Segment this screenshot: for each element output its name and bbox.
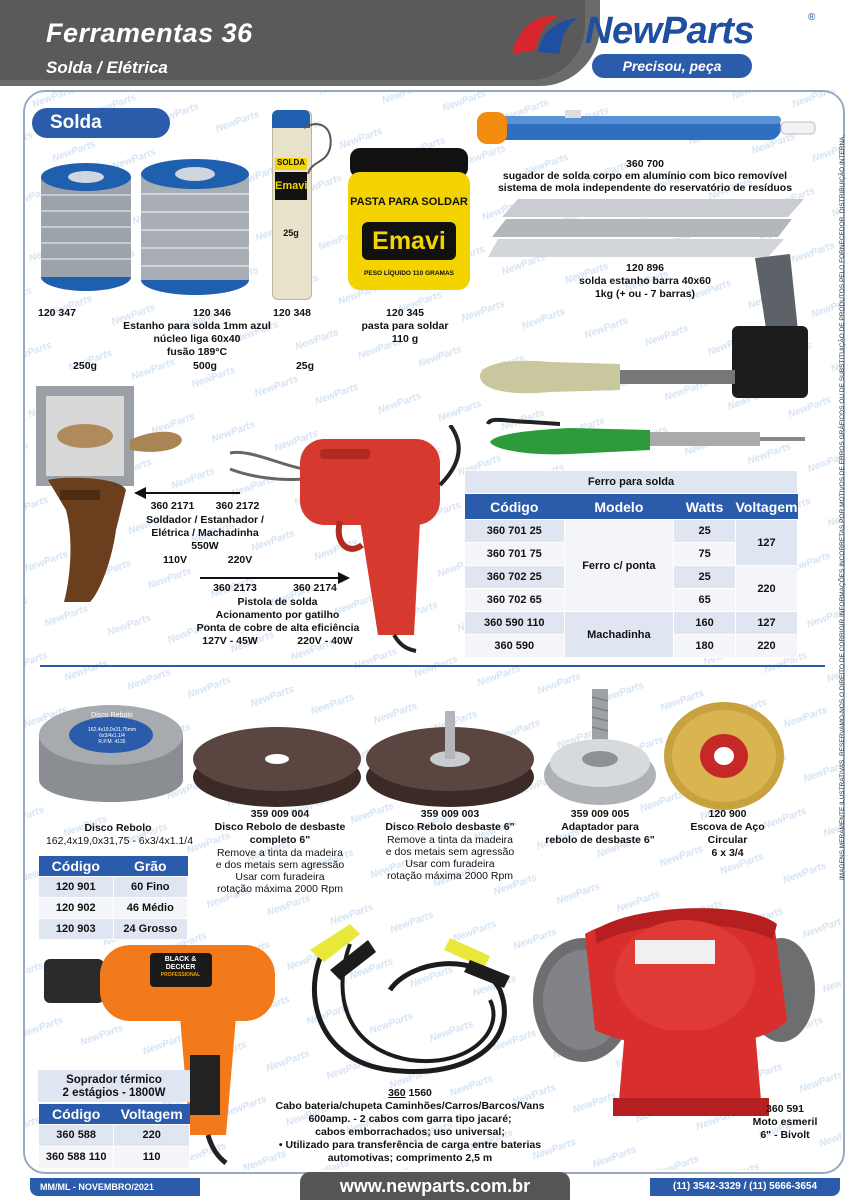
side-legal-note: IMAGENS MERAMENTE ILUSTRATIVAS. RESERVAMO-NOS O DIREITO DE CORRIGIR INFORMAÇÕES INCORRETAS POR MOTIVOS DE ERROS GRÁFICOS OU DE SUBSTITUIÇÃO DE PRODUTOS PELO FORNECEDOR. DISTRIBUIÇÃO INTERNA. — [839, 134, 846, 880]
disco2-note-3: Usar com furadeira — [405, 858, 495, 870]
arrow-right — [200, 577, 340, 579]
disco2-note-1: Remove a tinta da madeira — [386, 834, 514, 846]
pistola-desc-1: Pistola de solda — [237, 596, 318, 608]
disco-rebolo-image-label: Disco Rebolo — [91, 712, 133, 719]
product-code-359009003: 359 009 003 — [420, 808, 480, 820]
disco-header-grao: Grão — [113, 856, 187, 876]
pistola-spec-220: 220V - 40W — [297, 635, 353, 647]
cabo-code-suffix: 1560 — [405, 1087, 432, 1099]
product-code-120896: 120 896 — [626, 262, 664, 274]
ferro-code-cell: 360 701 25 — [465, 520, 565, 543]
disco-rebolo-image-text-2: 6x3/4x1.1/4 — [99, 733, 125, 739]
cabo-desc-5: automotivas; comprimento 2,5 m — [327, 1152, 493, 1164]
disco-desbaste-completo-image — [190, 715, 365, 810]
soldador-desc-1: Soldador / Estanhador / — [146, 514, 264, 526]
brand-logo-mark-icon — [508, 6, 584, 66]
escova-desc-1: Escova de Aço — [690, 821, 765, 833]
disco-header-codigo: Código — [39, 856, 114, 876]
soprador-code-cell: 360 588 — [39, 1124, 114, 1146]
paste-desc-2: 110 g — [391, 333, 419, 345]
solder-tube-weight: 25g — [283, 228, 299, 238]
product-code-120348: 120 348 — [273, 307, 311, 319]
ferro-code-cell: 360 701 75 — [465, 543, 565, 566]
ferro-code-cell: 360 702 25 — [465, 566, 565, 589]
desoldering-pump-image — [475, 100, 820, 160]
soprador-title-2: 2 estágios - 1800W — [62, 1087, 166, 1099]
disco-desbaste-image — [363, 705, 538, 810]
disco1-note-1: Remove a tinta da madeira — [216, 847, 344, 859]
moto-esmeril-desc-2: 6" - Bivolt — [760, 1129, 810, 1141]
disco1-note-4: rotação máxima 2000 Rpm — [216, 883, 344, 895]
ferro-watts-cell: 180 — [674, 635, 736, 658]
disco1-desc-2: completo 6" — [249, 834, 311, 846]
footer-phone: (11) 3542-3329 / (11) 5666-3654 — [650, 1178, 840, 1196]
ferro-code-cell: 360 590 — [465, 635, 565, 658]
weight-500g: 500g — [193, 360, 217, 372]
soprador-code-cell: 360 588 110 — [39, 1146, 114, 1168]
moto-esmeril-image — [525, 900, 825, 1125]
disco2-note-4: rotação máxima 2000 Rpm — [386, 870, 514, 882]
ferro-code-cell: 360 590 110 — [465, 612, 565, 635]
table-row — [465, 520, 798, 543]
product-code-359009004: 359 009 004 — [250, 808, 310, 820]
soprador-title-1: Soprador térmico — [66, 1074, 162, 1086]
section-title-solda: Solda — [32, 108, 170, 138]
paste-jar-weight-label: PESO LÍQUIDO 110 GRAMAS — [364, 270, 454, 277]
ferro-para-solda-table — [464, 470, 798, 658]
ferro-watts-cell: 25 — [674, 520, 736, 543]
table-row — [39, 876, 188, 897]
solder-wire-strand-image — [300, 118, 340, 178]
footer-website-link[interactable]: www.newparts.com.br — [300, 1172, 570, 1200]
disco2-note-2: e dos metais sem agressão — [385, 846, 515, 858]
ferro-volt-cell: 127 — [735, 520, 797, 566]
cabo-desc-1: Cabo bateria/chupeta Caminhões/Carros/Barcos/Vans — [275, 1100, 545, 1112]
soprador-header-voltagem: Voltagem — [114, 1104, 190, 1124]
ferro-header-watts: Watts — [674, 494, 736, 520]
product-code-120346: 120 346 — [193, 307, 231, 319]
weight-250g: 250g — [73, 360, 97, 372]
solder-wire-desc-1: Estanho para solda 1mm azul — [123, 320, 271, 332]
solder-tube-brand: Emavi — [275, 172, 307, 200]
soprador-brand-2: DECKER — [165, 964, 196, 971]
product-code-120345: 120 345 — [386, 307, 424, 319]
pistola-desc-3: Ponta de cobre de alta eficiência — [196, 622, 360, 634]
adaptador-rebolo-image — [540, 685, 660, 810]
disco-rebolo-table — [38, 856, 188, 940]
ferro-volt-cell: 220 — [735, 635, 797, 658]
disco-grain-cell: 60 Fino — [113, 876, 187, 897]
table-row — [39, 897, 188, 918]
disco1-note-2: e dos metais sem agressão — [215, 859, 345, 871]
paste-jar-text: PASTA PARA SOLDAR — [350, 196, 468, 208]
disco-code-cell: 120 903 — [39, 918, 114, 939]
brand-registered-mark: ® — [808, 12, 816, 23]
disco1-note-3: Usar com furadeira — [235, 871, 325, 883]
disco2-desc-1: Disco Rebolo desbaste 6" — [385, 821, 515, 833]
ferro-header-codigo: Código — [465, 494, 565, 520]
moto-esmeril-desc-1: Moto esmeril — [752, 1116, 818, 1128]
arrow-left-icon — [134, 487, 146, 499]
soprador-header-codigo: Código — [39, 1104, 114, 1124]
soprador-volt-cell: 110 — [114, 1146, 190, 1168]
product-code-359009005: 359 009 005 — [570, 808, 630, 820]
disco-grain-cell: 46 Médio — [113, 897, 187, 918]
soprador-table — [38, 1104, 190, 1169]
weight-25g: 25g — [295, 360, 315, 372]
pistola-desc-2: Acionamento por gatilho — [215, 609, 340, 621]
ferro-watts-cell: 160 — [674, 612, 736, 635]
page-subtitle: Solda / Elétrica — [46, 58, 168, 77]
product-code-3602173: 360 2173 — [213, 582, 257, 594]
soprador-brand-3: PROFESSIONAL — [160, 972, 201, 978]
bar-desc-1: solda estanho barra 40x60 — [579, 275, 711, 287]
disco-rebolo-image-text-1: 162,4x19,0x31,75mm — [87, 727, 137, 733]
arrow-right-icon — [338, 572, 350, 584]
disco-code-cell: 120 902 — [39, 897, 114, 918]
product-code-120347: 120 347 — [38, 307, 76, 319]
cabo-desc-3: cabos emborrachados; uso universal; — [315, 1126, 505, 1138]
soldering-irons-image — [470, 250, 825, 475]
bar-desc-2: 1kg (+ ou - 7 barras) — [594, 288, 696, 300]
pistola-spec-127: 127V - 45W — [202, 635, 258, 647]
disco-rebolo-image-text-3: R.P.M. 4135 — [98, 739, 126, 745]
sucker-desc-1: sugador de solda corpo em alumínio com bico removível — [502, 170, 788, 182]
ferro-model-cell: Machadinha — [564, 612, 674, 658]
soldador-desc-2: Elétrica / Machadinha — [151, 527, 259, 539]
product-code-3602174: 360 2174 — [293, 582, 337, 594]
brand-tagline: Precisou, peça — [592, 54, 752, 78]
cabo-bateria-image — [290, 920, 530, 1090]
product-code-3602171: 360 2171 — [150, 500, 195, 512]
solder-wire-desc-3: fusão 189°C — [166, 346, 228, 358]
disco-rebolo-dims: 162,4x19,0x31,75 - 6x3/4x1.1/4 — [45, 835, 194, 847]
sucker-desc-2: sistema de mola independente do reservatório de resíduos — [497, 182, 793, 194]
table-row — [39, 1146, 190, 1168]
ferro-volt-cell: 127 — [735, 612, 797, 635]
product-code-360700: 360 700 — [626, 158, 664, 170]
soldador-desc-3: 550W — [191, 540, 219, 552]
solder-wire-desc-2: núcleo liga 60x40 — [153, 333, 241, 345]
escova-desc-2: Circular — [707, 834, 748, 846]
escova-desc-3: 6 x 3/4 — [711, 847, 744, 859]
soldador-voltage-220: 220V — [227, 554, 253, 566]
ferro-watts-cell: 65 — [674, 589, 736, 612]
product-code-3602172: 360 2172 — [215, 500, 260, 512]
table-row — [39, 1124, 190, 1146]
page-title: Ferramentas 36 — [46, 18, 253, 48]
paste-jar-brand: Emavi — [362, 222, 456, 260]
soprador-brand-1: BLACK & — [164, 956, 197, 963]
adaptador-desc-1: Adaptador para — [561, 821, 639, 833]
ferro-watts-cell: 25 — [674, 566, 736, 589]
ferro-table-title: Ferro para solda — [465, 471, 798, 494]
solder-spool-large-image — [135, 150, 255, 298]
product-code-120900: 120 900 — [708, 808, 747, 820]
disco-code-cell: 120 901 — [39, 876, 114, 897]
footer-edition: MM/ML - NOVEMBRO/2021 — [30, 1178, 200, 1196]
soldador-estanhador-image — [30, 380, 190, 610]
ferro-volt-cell: 220 — [735, 566, 797, 612]
cabo-desc-2: 600amp. - 2 cabos com garra tipo jacaré; — [308, 1113, 512, 1125]
soprador-volt-cell: 220 — [114, 1124, 190, 1146]
ferro-code-cell: 360 702 65 — [465, 589, 565, 612]
adaptador-desc-2: rebolo de desbaste 6" — [545, 834, 655, 846]
ferro-model-cell: Ferro c/ ponta — [564, 520, 674, 612]
disco1-desc-1: Disco Rebolo de desbaste — [214, 821, 346, 833]
ferro-header-modelo: Modelo — [564, 494, 674, 520]
cabo-desc-4: • Utilizado para transferência de carga entre baterias — [278, 1139, 542, 1151]
paste-desc-1: pasta para soldar — [361, 320, 449, 332]
section-divider — [40, 665, 825, 667]
brand-logo[interactable]: NewParts — [585, 10, 755, 52]
product-code-360591: 360 591 — [766, 1103, 804, 1115]
soldador-voltage-110: 110V — [163, 554, 187, 566]
ferro-header-voltagem: Voltagem — [735, 494, 797, 520]
solder-tube-label: SOLDA — [275, 158, 307, 170]
escova-aco-image — [662, 700, 787, 812]
solder-spool-blue-image — [36, 155, 136, 295]
cabo-code-prefix: 360 — [388, 1087, 406, 1099]
disco-rebolo-title: Disco Rebolo — [84, 822, 152, 834]
ferro-watts-cell: 75 — [674, 543, 736, 566]
table-row — [465, 612, 798, 635]
disco-grain-cell: 24 Grosso — [113, 918, 187, 939]
product-code-3601560 — [270, 1087, 550, 1100]
